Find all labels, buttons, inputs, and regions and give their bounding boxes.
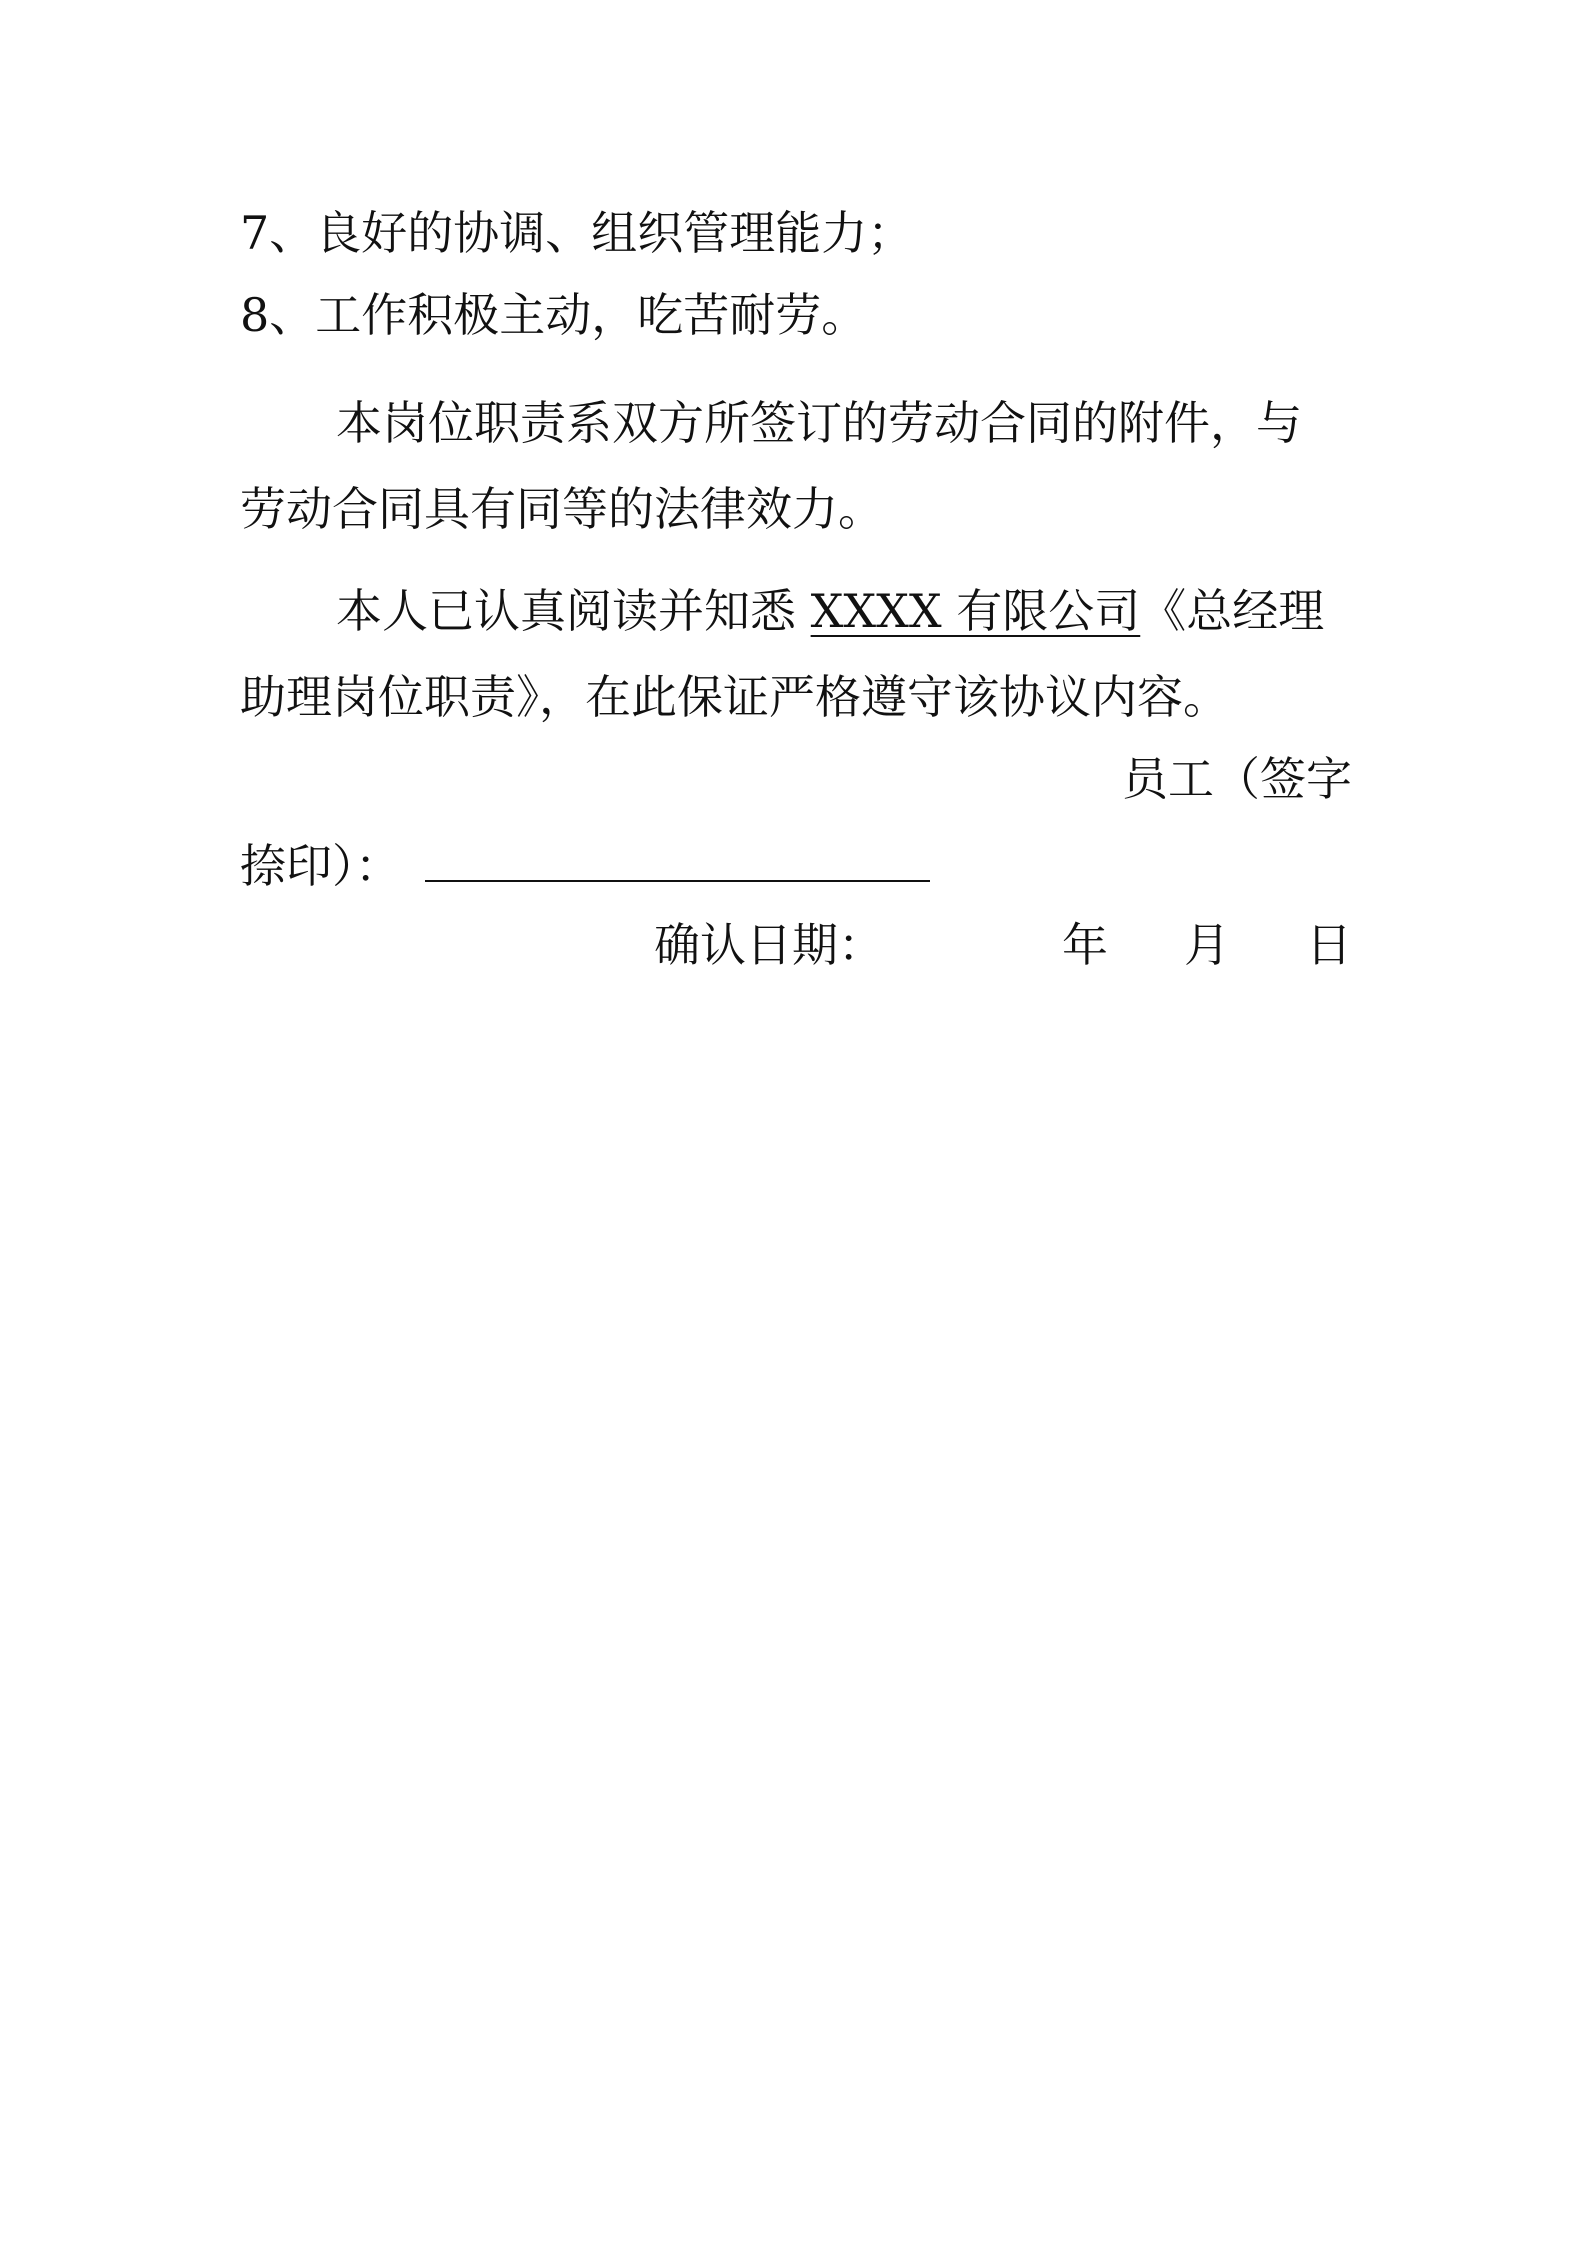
date-day-label: 日 (1306, 918, 1352, 972)
requirements-list (240, 190, 1352, 358)
paragraph1-line1: 本岗位职责系双方所签订的劳动合同的附件，与 (336, 396, 1302, 450)
signature-row (240, 822, 1352, 908)
paragraph2-line2: 助理岗位职责》，在此保证严格遵守该协议内容。 (240, 670, 1229, 724)
paragraph2-line1 (240, 568, 1352, 654)
signature-blank-line[interactable] (425, 822, 930, 882)
date-label: 确认日期： (654, 918, 884, 972)
acknowledgement-paragraph (240, 568, 1352, 740)
company-name: XXXX 有限公司 (810, 584, 1141, 638)
date-year-label: 年 (1062, 918, 1108, 972)
paragraph1-line2: 劳动合同具有同等的法律效力。 (240, 482, 884, 536)
paragraph2-suffix: 《总经理 (1140, 584, 1325, 638)
signature-label-part2: 捺印）： (240, 839, 401, 893)
confirmation-date-row (240, 902, 1352, 988)
signature-block (240, 736, 1352, 908)
paragraph2-prefix: 本人已认真阅读并知悉 (336, 584, 811, 638)
signature-label-part1: 员工（签字 (1122, 752, 1352, 806)
contract-attachment-paragraph (240, 380, 1352, 552)
date-block (240, 902, 1352, 988)
requirement-item-7: 7、良好的协调、组织管理能力； (240, 206, 914, 260)
requirement-item-8: 8、工作积极主动，吃苦耐劳。 (240, 288, 868, 342)
date-month-label: 月 (1184, 918, 1230, 972)
